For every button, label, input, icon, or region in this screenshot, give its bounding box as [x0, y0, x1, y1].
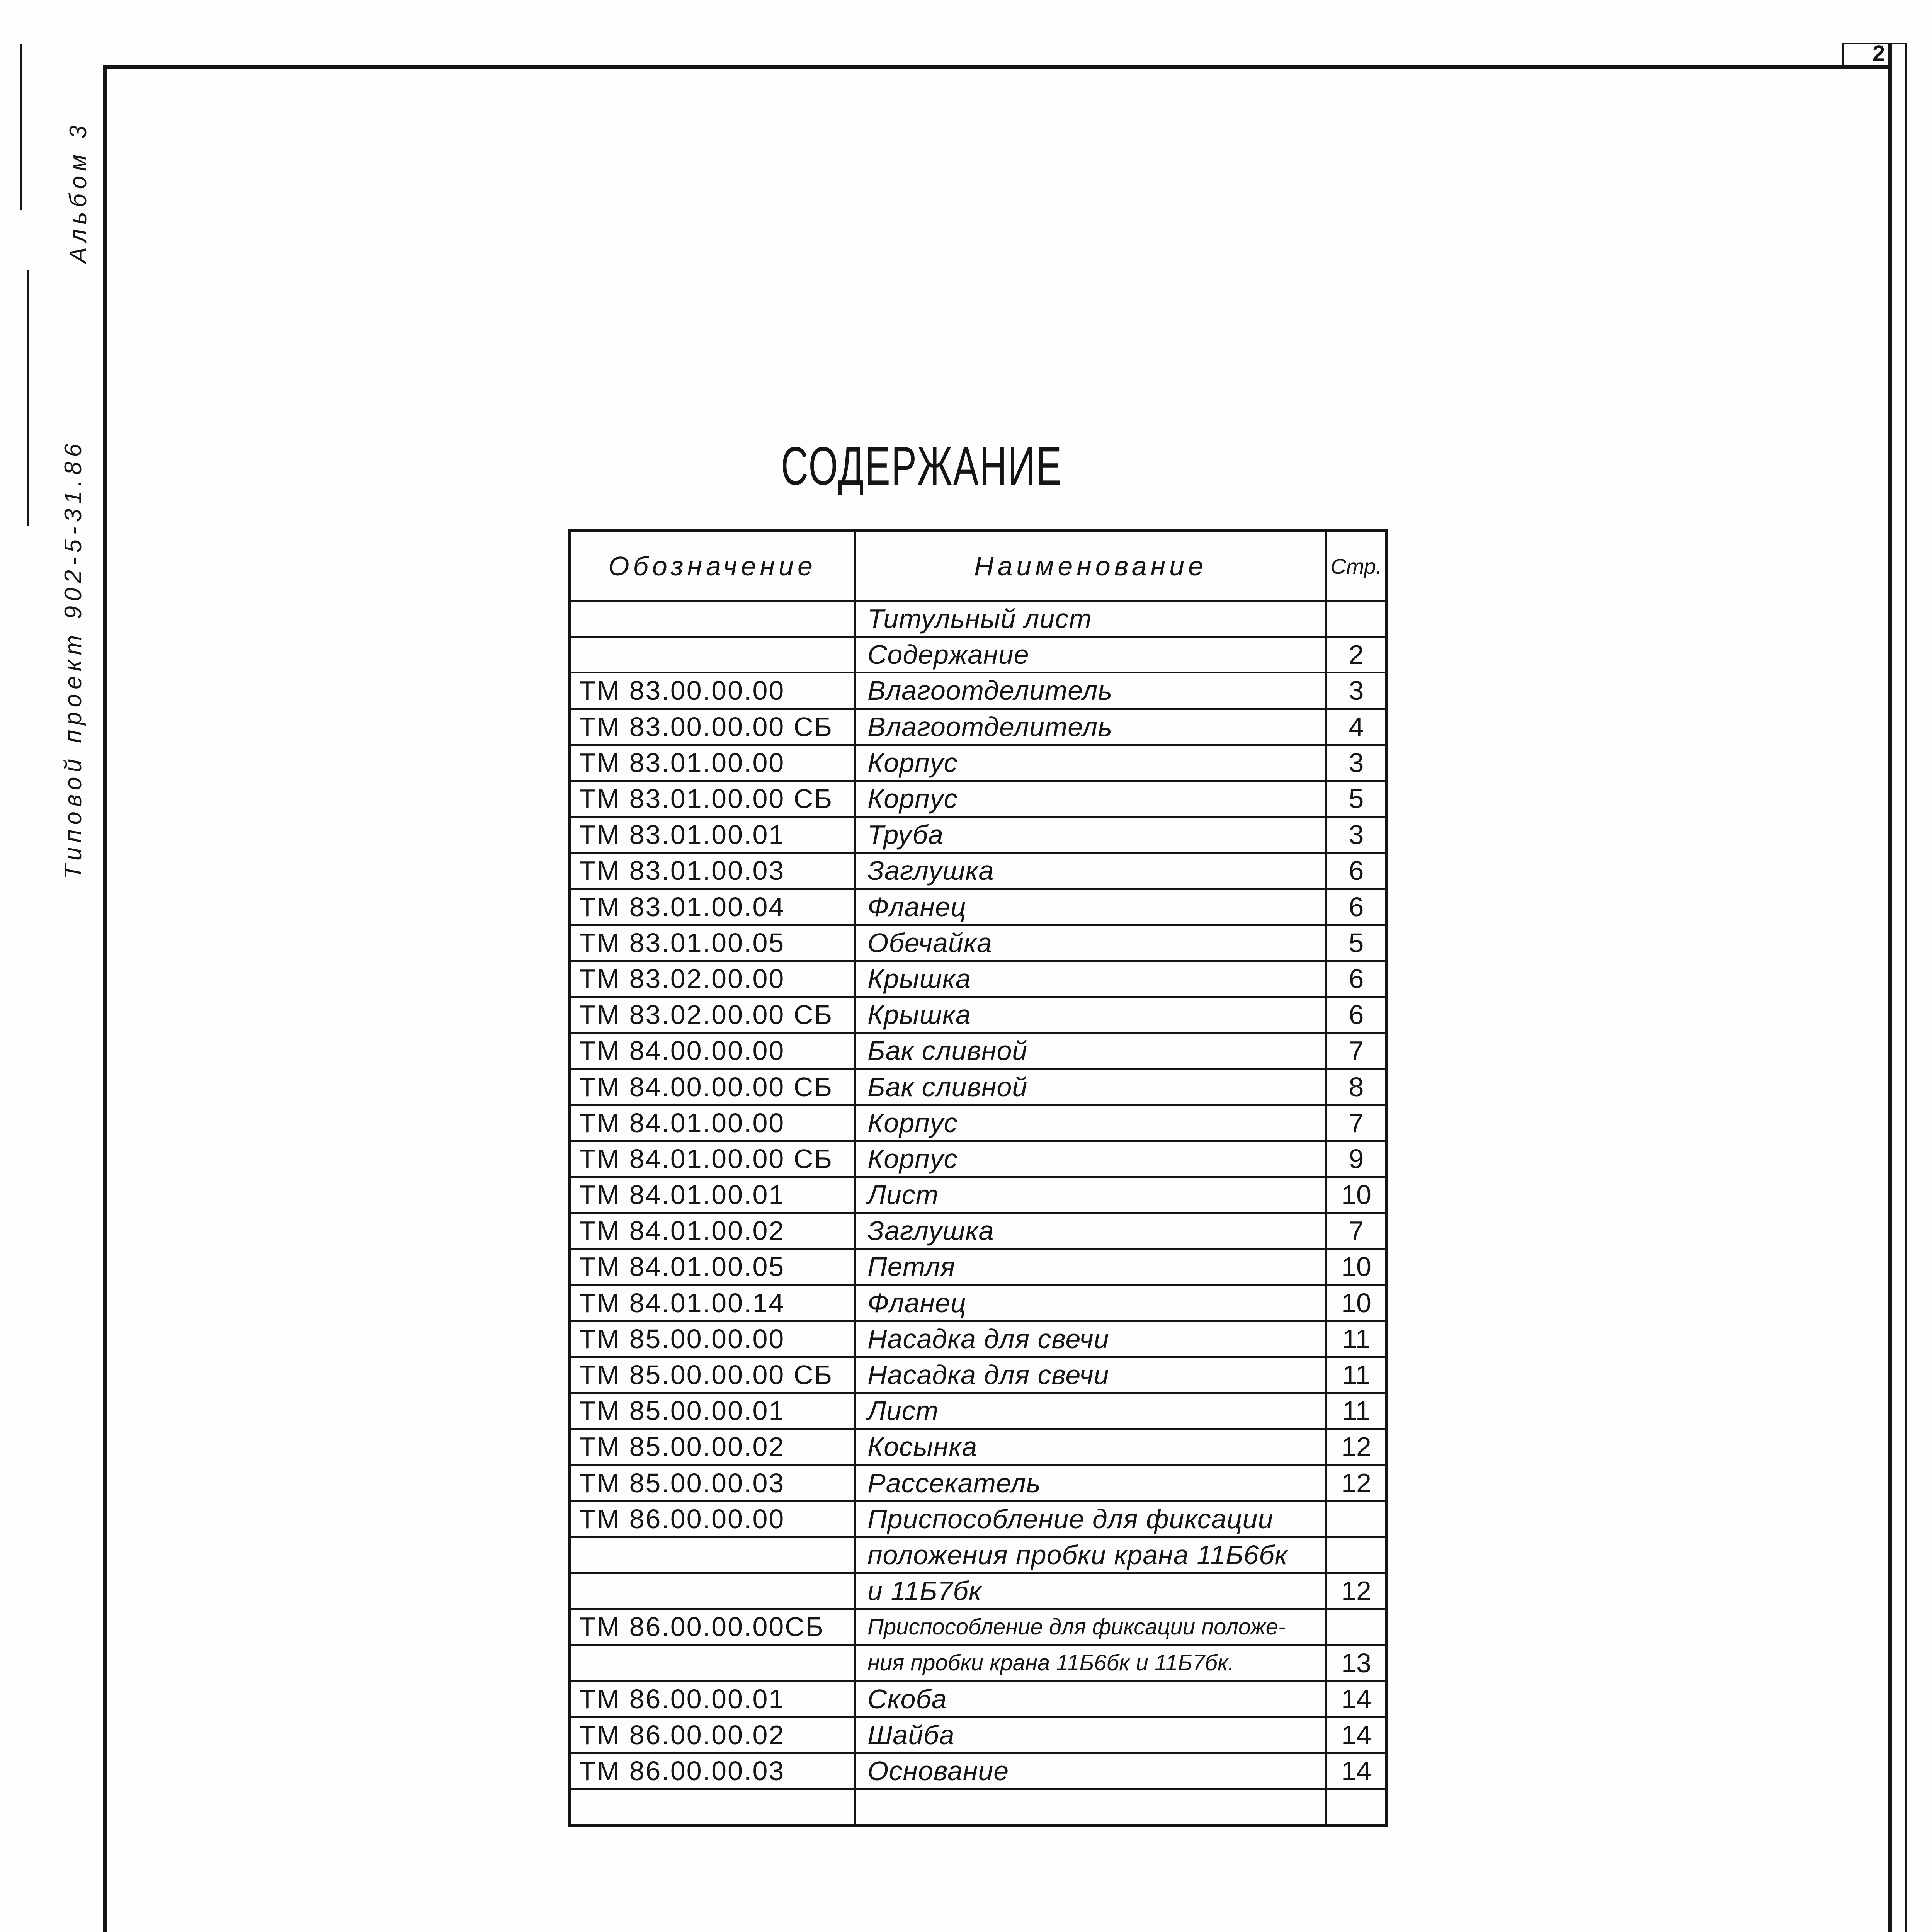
header-name: Наименование	[856, 532, 1327, 600]
table-row	[571, 1140, 1385, 1176]
name-cell: Корпус	[856, 1106, 1327, 1140]
album-label: Альбом 3	[65, 121, 92, 264]
name-cell: Косынка	[856, 1430, 1327, 1464]
table-row	[571, 1320, 1385, 1356]
table-row	[571, 1032, 1385, 1068]
page-cell: 3	[1349, 820, 1364, 850]
designation-cell: ТМ 86.00.00.01	[571, 1682, 856, 1716]
page-cell: 2	[1349, 639, 1364, 670]
designation-cell	[571, 1574, 856, 1608]
page-cell: 10	[1341, 1252, 1371, 1282]
designation-cell: ТМ 83.00.00.00	[571, 673, 856, 707]
table-row	[571, 1644, 1385, 1680]
designation-cell: ТМ 86.00.00.03	[571, 1754, 856, 1788]
name-cell: Заглушка	[856, 854, 1327, 888]
designation-cell: ТМ 83.01.00.04	[571, 890, 856, 924]
table-row	[571, 1356, 1385, 1392]
table-row	[571, 1392, 1385, 1428]
table-row	[571, 1788, 1385, 1824]
designation-cell: ТМ 83.02.00.00 СБ	[571, 998, 856, 1032]
page-cell	[1327, 1790, 1385, 1824]
table-row	[571, 924, 1385, 960]
designation-cell: ТМ 86.00.00.02	[571, 1718, 856, 1752]
name-cell: Корпус	[856, 782, 1327, 816]
header-page: Стр.	[1330, 554, 1382, 578]
page-cell: 12	[1341, 1576, 1371, 1606]
name-cell: Титульный лист	[856, 602, 1327, 636]
designation-cell: ТМ 86.00.00.00СБ	[571, 1610, 856, 1644]
name-cell: Лист	[856, 1394, 1327, 1428]
name-cell: Петля	[856, 1250, 1327, 1284]
page-cell: 4	[1349, 711, 1364, 742]
page-cell: 10	[1341, 1180, 1371, 1210]
designation-cell: ТМ 83.02.00.00	[571, 962, 856, 996]
table-row	[571, 1500, 1385, 1536]
name-cell: Содержание	[856, 638, 1327, 672]
page-cell	[1327, 1502, 1385, 1536]
page-cell: 11	[1342, 1396, 1371, 1426]
table-row	[571, 1752, 1385, 1788]
table-row	[571, 1284, 1385, 1320]
table-row	[571, 816, 1385, 852]
designation-cell: ТМ 83.01.00.03	[571, 854, 856, 888]
table-row	[571, 1464, 1385, 1500]
page-cell: 6	[1349, 855, 1364, 886]
designation-cell: ТМ 83.01.00.00 СБ	[571, 782, 856, 816]
designation-cell: ТМ 84.01.00.01	[571, 1178, 856, 1212]
designation-cell	[571, 638, 856, 672]
designation-cell: ТМ 85.00.00.00	[571, 1322, 856, 1356]
page-cell: 14	[1341, 1719, 1371, 1750]
page-cell	[1327, 1538, 1385, 1572]
name-cell: Шайба	[856, 1718, 1327, 1752]
page-cell: 7	[1349, 1107, 1364, 1138]
designation-cell: ТМ 83.01.00.00	[571, 746, 856, 780]
table-body	[571, 600, 1385, 1824]
page-cell: 14	[1341, 1756, 1371, 1786]
page-cell: 13	[1341, 1648, 1371, 1678]
designation-cell: ТМ 84.01.00.05	[571, 1250, 856, 1284]
designation-cell: ТМ 86.00.00.00	[571, 1502, 856, 1536]
name-cell: Заглушка	[856, 1214, 1327, 1248]
table-row	[571, 1068, 1385, 1104]
designation-cell: ТМ 84.01.00.00	[571, 1106, 856, 1140]
page-cell: 12	[1341, 1432, 1371, 1462]
name-cell: Корпус	[856, 746, 1327, 780]
designation-cell: ТМ 84.00.00.00 СБ	[571, 1070, 856, 1104]
page-cell: 6	[1349, 891, 1364, 922]
table-row	[571, 744, 1385, 780]
table-row	[571, 1680, 1385, 1716]
page-cell: 3	[1349, 675, 1364, 706]
page-cell: 9	[1349, 1143, 1364, 1174]
table-row	[571, 888, 1385, 924]
table-row	[571, 636, 1385, 672]
page-number: 2	[1872, 41, 1885, 66]
page-cell: 10	[1341, 1287, 1371, 1318]
page-title: СОДЕРЖАНИЕ	[781, 435, 1063, 496]
contents-table	[568, 529, 1388, 1827]
page-cell: 7	[1349, 1216, 1364, 1246]
name-cell: Влагоотделитель	[856, 710, 1327, 744]
name-cell: Рассекатель	[856, 1466, 1327, 1500]
page-cell: 12	[1341, 1468, 1371, 1498]
designation-cell	[571, 602, 856, 636]
page-cell	[1327, 1610, 1385, 1644]
name-cell: Скоба	[856, 1682, 1327, 1716]
name-cell: Лист	[856, 1178, 1327, 1212]
page-cell: 11	[1342, 1323, 1371, 1354]
table-row	[571, 852, 1385, 888]
table-row	[571, 1248, 1385, 1284]
table-row	[571, 780, 1385, 816]
name-cell: Насадка для свечи	[856, 1358, 1327, 1392]
page-number-box-left	[1842, 43, 1844, 66]
header-designation: Обозначение	[571, 532, 856, 600]
table-row	[571, 1212, 1385, 1248]
page-cell: 5	[1349, 927, 1364, 958]
margin-line	[27, 270, 29, 526]
name-cell: Крышка	[856, 962, 1327, 996]
name-cell: Основание	[856, 1754, 1327, 1788]
page-cell	[1327, 602, 1385, 636]
table-row	[571, 996, 1385, 1032]
designation-cell: ТМ 84.01.00.14	[571, 1286, 856, 1320]
designation-cell: ТМ 85.00.00.00 СБ	[571, 1358, 856, 1392]
table-row	[571, 1428, 1385, 1464]
designation-cell: ТМ 83.01.00.01	[571, 818, 856, 852]
designation-cell: ТМ 83.01.00.05	[571, 926, 856, 960]
table-row	[571, 1536, 1385, 1572]
name-cell: и 11Б7бк	[856, 1574, 1327, 1608]
designation-cell	[571, 1790, 856, 1824]
name-cell: Фланец	[856, 1286, 1327, 1320]
page-cell: 5	[1349, 784, 1364, 814]
name-cell: Фланец	[856, 890, 1327, 924]
table-row	[571, 1608, 1385, 1644]
table-row	[571, 1104, 1385, 1140]
table-row	[571, 960, 1385, 996]
table-row	[571, 672, 1385, 707]
name-cell: Крышка	[856, 998, 1327, 1032]
name-cell: Труба	[856, 818, 1327, 852]
name-cell: Приспособление для фиксации	[856, 1502, 1327, 1536]
designation-cell	[571, 1538, 856, 1572]
designation-cell: ТМ 84.01.00.00 СБ	[571, 1142, 856, 1176]
name-cell: Насадка для свечи	[856, 1322, 1327, 1356]
table-row	[571, 1716, 1385, 1752]
designation-cell: ТМ 84.00.00.00	[571, 1034, 856, 1068]
name-cell: Бак сливной	[856, 1034, 1327, 1068]
name-cell: Влагоотделитель	[856, 673, 1327, 707]
name-cell: Приспособление для фиксации положе-	[856, 1610, 1327, 1644]
name-cell: ния пробки крана 11Б6бк и 11Б7бк.	[856, 1646, 1327, 1680]
table-row	[571, 600, 1385, 636]
designation-cell: ТМ 84.01.00.02	[571, 1214, 856, 1248]
page-cell: 11	[1342, 1360, 1371, 1390]
table-header	[571, 532, 1385, 600]
frame-right-extension	[1888, 43, 1892, 66]
margin-line	[20, 44, 22, 210]
name-cell: Обечайка	[856, 926, 1327, 960]
designation-cell: ТМ 85.00.00.03	[571, 1466, 856, 1500]
table-row	[571, 1176, 1385, 1212]
name-cell: Бак сливной	[856, 1070, 1327, 1104]
frame-outer-right-line	[1905, 43, 1907, 1932]
project-label: Типовой проект 902-5-31.86	[60, 439, 87, 879]
designation-cell: ТМ 85.00.00.02	[571, 1430, 856, 1464]
page-cell: 3	[1349, 747, 1364, 778]
page-cell: 6	[1349, 1000, 1364, 1030]
page-cell: 8	[1349, 1071, 1364, 1102]
designation-cell	[571, 1646, 856, 1680]
name-cell	[856, 1790, 1327, 1824]
page-cell: 14	[1341, 1684, 1371, 1714]
designation-cell: ТМ 83.00.00.00 СБ	[571, 710, 856, 744]
page-cell: 6	[1349, 963, 1364, 994]
page-cell: 7	[1349, 1036, 1364, 1066]
name-cell: Корпус	[856, 1142, 1327, 1176]
name-cell: положения пробки крана 11Б6бк	[856, 1538, 1327, 1572]
designation-cell: ТМ 85.00.00.01	[571, 1394, 856, 1428]
table-row	[571, 708, 1385, 744]
table-row	[571, 1572, 1385, 1608]
